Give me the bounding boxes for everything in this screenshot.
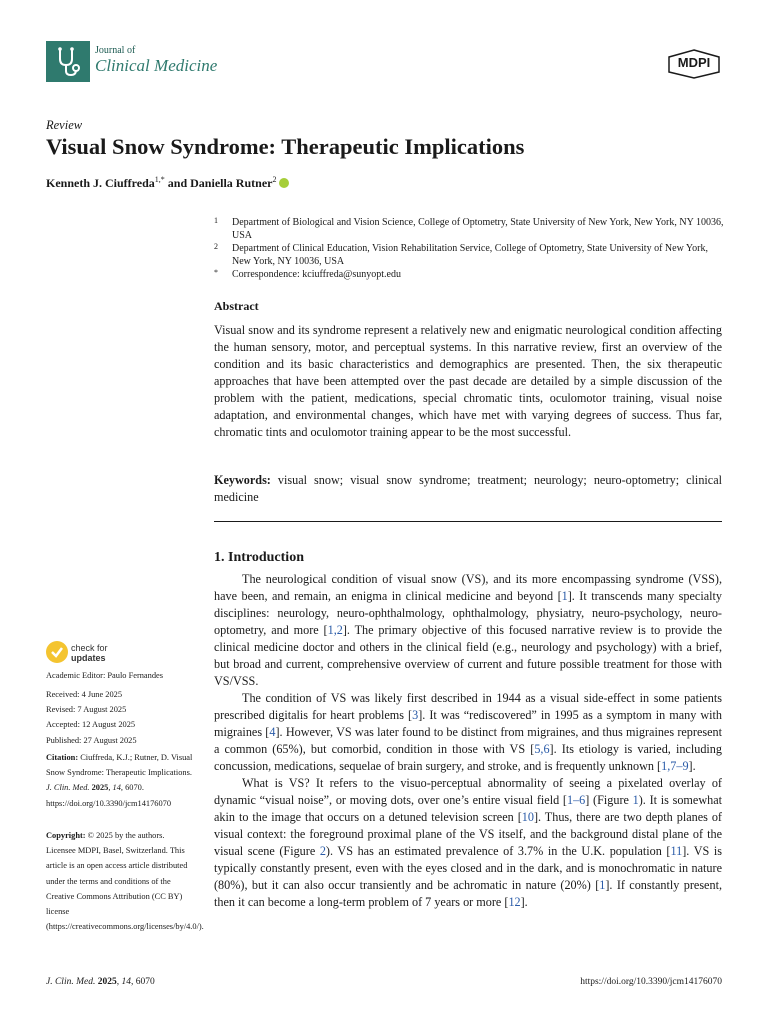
check-updates-icon — [46, 641, 68, 663]
footer-journal: J. Clin. Med. — [46, 977, 96, 987]
body-paragraph — [214, 690, 722, 775]
keywords-label: Keywords: — [214, 473, 271, 487]
stethoscope-icon — [46, 41, 90, 82]
keywords-text: visual snow; visual snow syndrome; treatment; neurology; neuro-optometry; clinical medicine — [214, 473, 723, 504]
body-text-run: ]. VS is typically constantly present, even with the eyes closed and in the dark, and is monochromatic in nature (80%), but it can also occur transiently and be achromatic in nature (20%) [ — [214, 844, 723, 892]
reference-link[interactable]: 1,2 — [327, 623, 343, 637]
citation-doi[interactable]: , 6070. https://doi.org/10.3390/jcm14176070 — [46, 783, 172, 808]
reference-link[interactable]: 1–6 — [566, 793, 586, 807]
copyright-text: © 2025 by the authors. Licensee MDPI, Basel, Switzerland. This article is an open access article distributed under the terms and conditions of the Creative Commons Attribution (CC BY) license (https://creativecommons.org/licenses/by/4.0/). — [46, 831, 204, 932]
copyright-label: Copyright: — [46, 831, 86, 840]
keywords — [214, 472, 722, 506]
citation: Citation: Ciuffreda, K.J.; Rutner, D. Visual Snow Syndrome: Therapeutic Implications. J. Clin. Med. 2025, 14, 6070. https://doi.org/10.3390/jcm14176070 — [46, 753, 193, 808]
reference-link[interactable]: 2 — [319, 844, 326, 858]
date-received: Received: 4 June 2025 — [46, 690, 123, 699]
footer-volume: 14 — [121, 977, 131, 987]
reference-link[interactable]: 12 — [508, 895, 521, 909]
body-text-run: ]. — [688, 759, 696, 773]
body-text-run: ]. It transcends many specialty disciplines: neurology, neuro-ophthalmology, ophthalmology, physiatry, neuro-psychology, neuro-optometry, and more [ — [214, 589, 722, 637]
date-published: Published: 27 August 2025 — [46, 735, 137, 745]
date-accepted: Accepted: 12 August 2025 — [46, 720, 136, 730]
author-name[interactable]: Kenneth J. Ciuffreda — [46, 176, 155, 190]
abstract-text: Visual snow and its syndrome represent a relatively new and enigmatic neurological condition affecting the human sensory, motor, and perceptual systems. In this narrative review, first an overview of the condition and its basic characteristics and demographics are presented. Then, the six therapeutic approaches that have been attempted over the past decade are detailed by a simple discussion of the problem with the patient, medications, special chromatic tints, oculomotor training, visual noise adaptation, and environmental changes, which have met with varying degrees of success. Thus far, chromatic tints and oculomotor training appear to be the most successful. — [214, 323, 722, 439]
check-updates-line1: check for — [71, 643, 108, 653]
check-updates-line2: updates — [71, 653, 106, 663]
citation-text: Ciuffreda, K.J.; Rutner, D. Visual Snow Syndrome: Therapeutic Implications. — [46, 753, 193, 778]
affiliation-number: 1 — [214, 216, 218, 225]
check-updates-text — [71, 643, 108, 663]
footer-citation: J. Clin. Med. 2025, 14, 6070 — [46, 977, 155, 987]
citation-label: Citation: — [46, 753, 79, 762]
section-heading: 1. Introduction — [214, 550, 304, 565]
citation-journal: J. Clin. Med. — [46, 783, 90, 793]
author-separator: and — [164, 176, 191, 190]
correspondence-text: Correspondence: kciuffreda@sunyopt.edu — [232, 269, 401, 280]
correspondence — [214, 268, 724, 281]
checkmark-icon — [46, 641, 68, 663]
body-paragraph — [214, 571, 722, 690]
article-type: Review — [46, 118, 83, 132]
body-text-run: What is VS? It refers to the visuo-perceptual abnormality of seeing a pixelated overlay of dynamic “visual noise”, or moving dots, over one’s entire visual field [ — [214, 776, 722, 807]
reference-link[interactable]: 4 — [269, 725, 276, 739]
affiliation-text: Department of Clinical Education, Vision Rehabilitation Service, College of Optometry, State University of New York, New York, NY 10036, USA — [232, 243, 708, 267]
body-text-run: ]. However, VS was later found to be distinct from migraines, and thus migraines represent a common (65%), but comorbid, condition in those with VS [ — [214, 725, 722, 756]
body-text-run: ). VS has an estimated prevalence of 3.7% in the U.K. population [ — [325, 844, 671, 858]
footer-doi-link[interactable]: https://doi.org/10.3390/jcm14176070 — [580, 977, 722, 987]
affiliation — [214, 242, 724, 268]
divider — [214, 521, 722, 522]
orcid-icon[interactable] — [279, 178, 289, 188]
reference-link[interactable]: 1 — [561, 589, 568, 603]
journal-name-prefix: Journal of — [95, 45, 136, 56]
body-text-run: The condition of VS was likely first described in 1944 as a visual side-effect in some patients prescribed digitalis for heart problems [ — [214, 691, 722, 722]
reference-link[interactable]: 11 — [670, 844, 683, 858]
reference-link[interactable]: 5,6 — [534, 742, 550, 756]
author-affiliation-marker: 1,* — [154, 175, 165, 184]
copyright — [46, 828, 204, 934]
reference-link[interactable]: 1 — [632, 793, 639, 807]
academic-editor: Academic Editor: Paulo Fernandes — [46, 671, 163, 680]
reference-link[interactable]: 3 — [412, 708, 419, 722]
author-name[interactable]: Daniella Rutner — [190, 176, 273, 190]
affiliation-number: 2 — [214, 242, 218, 251]
footer-article-number: 6070 — [135, 977, 155, 987]
publisher-name: MDPI — [677, 55, 711, 70]
correspondence-marker: * — [214, 268, 218, 277]
author-affiliation-marker: 2 — [272, 175, 277, 184]
body-text-run: ]. Thus, there are two depth planes of visual context: the foreground proximal plane of the VS itself, and the background distal plane of the visual scene (Figure — [214, 810, 722, 858]
affiliation-text: Department of Biological and Vision Science, College of Optometry, State University of New York, New York, NY 10036, USA — [232, 217, 724, 241]
body-text-run: ]. If constantly present, then it can become a long-term problem of 7 years or more [ — [214, 878, 722, 909]
publisher-logo — [666, 49, 722, 84]
author-list — [46, 175, 289, 191]
body-text-run: ]. Its etiology is varied, including concussion, medications, sequelae of brain surgery, and stroke, and is frequently unknown [ — [214, 742, 722, 773]
date-revised: Revised: 7 August 2025 — [46, 705, 127, 715]
publication-dates — [46, 687, 194, 748]
journal-name — [95, 45, 217, 76]
article-title: Visual Snow Syndrome: Therapeutic Implications — [46, 134, 525, 159]
citation-volume: 14 — [112, 783, 121, 793]
body-paragraph — [214, 775, 722, 911]
reference-link[interactable]: 10 — [521, 810, 534, 824]
body-text-run: ]. The primary objective of this focused narrative review is to provide the clinical medicine doctor and others in the clinical field (e.g., neurology and psychology) with a brief, but broad and current, comprehensive overview of current and future possible treatment for those with VS/VSS. — [214, 623, 723, 688]
reference-link[interactable]: 1 — [599, 878, 606, 892]
citation-year: 2025 — [91, 783, 109, 793]
journal-name-title: Clinical Medicine — [95, 56, 218, 75]
footer-year: 2025 — [97, 977, 117, 987]
affiliation — [214, 216, 724, 242]
abstract-heading: Abstract — [214, 299, 259, 313]
journal-logo — [46, 41, 90, 82]
body-text-run: ]. It was “rediscovered” in 1995 as a symptom in many with migraines [ — [214, 708, 722, 739]
body-text-run: ] (Figure — [585, 793, 633, 807]
body-text-run: ]. — [520, 895, 528, 909]
reference-link[interactable]: 1,7–9 — [661, 759, 689, 773]
body-text-run: ). It is somewhat akin to the image that occurs on a detuned television screen [ — [214, 793, 723, 824]
section-body — [214, 571, 722, 911]
body-text-run: The neurological condition of visual snow (VS), and its more encompassing syndrome (VSS), have been, and remain, an enigma in clinical medicine and beyond [ — [214, 572, 722, 603]
